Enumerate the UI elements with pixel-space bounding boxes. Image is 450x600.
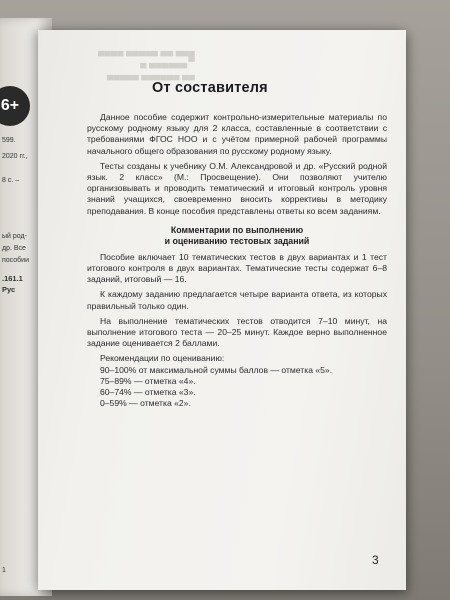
left-page-fragment: ый род- <box>2 233 27 240</box>
comment-paragraph: К каждому заданию предлагается четыре варианта ответа, из которых правильный только один. <box>87 289 387 311</box>
left-page-fragment: 1 <box>2 567 6 574</box>
grading-line: 60–74% — отметка «3». <box>100 387 196 398</box>
intro-paragraph: Тесты созданы к учебнику О.М. Александровой и др. «Русский родной язык. 2 класс» (М.: Просвещение). Они позволяют учителю организовывать и проводить тематический и итоговый контроль уровня знаний учащихся, своевременно вносить коррективы в методику преподавания. В конце пособия представлены ответы ко всем заданиям. <box>87 160 387 216</box>
grading-line: 75–89% — отметка «4». <box>100 375 196 386</box>
section-subheading <box>87 225 387 247</box>
bleed-through-text: █▀▀ ▀▀ ▀▀▀▀▀ ▀▀▀▀ ▀▀▀▀▀▀ ▀ ▀▀ ▀▀▀▀▀▀ ▀▀▀▀▀ <box>98 51 195 85</box>
comment-paragraph: Рекомендации по оцениванию: <box>100 353 225 364</box>
left-page-fragment: 8 с. – <box>2 177 20 184</box>
left-page-fragment: 2020 гг., <box>2 153 28 160</box>
left-page-fragment: 599. <box>2 137 16 144</box>
subheading-line: Комментарии по выполнению <box>170 224 304 235</box>
left-page-fragment: .161.1 <box>2 274 23 283</box>
age-rating-badge: 6+ <box>0 86 30 126</box>
book-page <box>38 30 406 590</box>
left-page-fragment: пособии <box>2 257 29 264</box>
left-page-fragment: др. Все <box>2 245 26 252</box>
page-title: От составителя <box>152 80 268 96</box>
subheading-line: и оцениванию тестовых заданий <box>164 235 310 246</box>
comment-paragraph: На выполнение тематических тестов отводится 7–10 минут, на выполнение итогового теста — 20–25 минут. Каждое верно выполненное задание оценивается 2 баллами. <box>87 315 387 349</box>
page-number: 3 <box>372 553 379 567</box>
grading-line: 0–59% — отметка «2». <box>100 398 191 409</box>
grading-line: 90–100% от максимальной суммы баллов — отметка «5». <box>100 364 333 375</box>
left-page-fragment: Рус <box>2 285 16 294</box>
comment-paragraph: Пособие включает 10 тематических тестов в двух вариантах и 1 тест итогового контроля в двух вариантах. Тематические тесты содержат 6–8 заданий, итоговый — 16. <box>87 251 387 285</box>
page-body <box>87 112 387 409</box>
intro-paragraph: Данное пособие содержит контрольно-измерительные материалы по русскому родному языку для 2 класса, составленные в соответствии с требованиями ФГОС НОО и с учётом примерной рабочей программы начального общего образования по русскому родному языку. <box>87 112 387 156</box>
